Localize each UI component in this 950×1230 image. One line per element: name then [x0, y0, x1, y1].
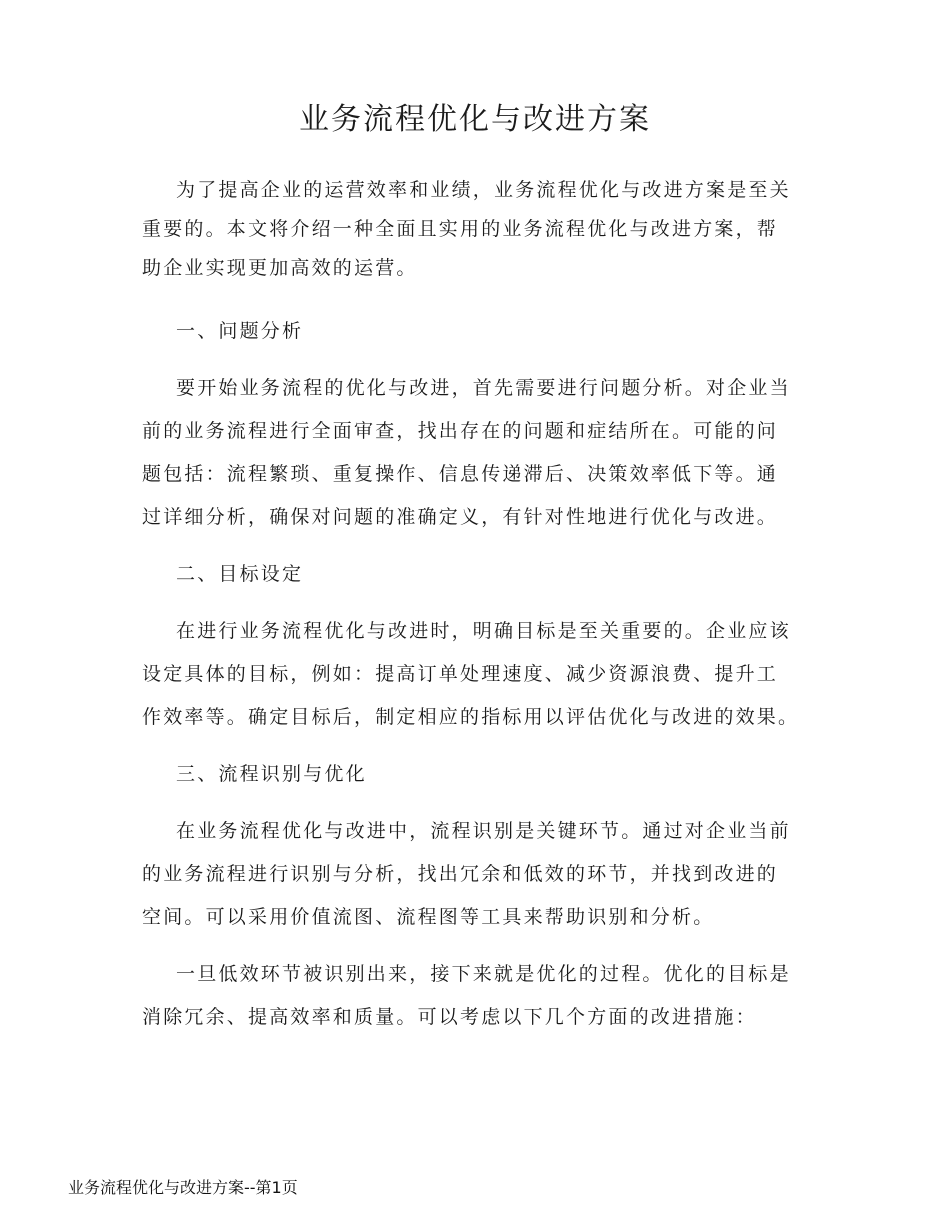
paragraph-line: 题包括：流程繁琐、重复操作、信息传递滞后、决策效率低下等。通	[142, 463, 779, 485]
intro-line: 重要的。本文将介绍一种全面且实用的业务流程优化与改进方案，帮	[142, 218, 779, 240]
paragraph-line: 的业务流程进行识别与分析，找出冗余和低效的环节，并找到改进的	[142, 863, 779, 885]
intro-line: 助企业实现更加高效的运营。	[142, 257, 418, 279]
paragraph-line: 设定具体的目标，例如：提高订单处理速度、减少资源浪费、提升工	[142, 663, 779, 685]
paragraph-line: 消除冗余、提高效率和质量。可以考虑以下几个方面的改进措施：	[142, 1006, 757, 1028]
paragraph-line: 前的业务流程进行全面审查，找出存在的问题和症结所在。可能的问	[142, 420, 779, 442]
section-heading-goal-setting: 二、目标设定	[176, 563, 304, 585]
paragraph-line: 过详细分析，确保对问题的准确定义，有针对性地进行优化与改进。	[142, 506, 779, 528]
section-heading-problem-analysis: 一、问题分析	[176, 320, 304, 342]
paragraph-line: 要开始业务流程的优化与改进，首先需要进行问题分析。对企业当	[176, 377, 791, 399]
paragraph-line: 一旦低效环节被识别出来，接下来就是优化的过程。优化的目标是	[176, 963, 791, 985]
page-footer: 业务流程优化与改进方案--第1页	[68, 1178, 298, 1197]
paragraph-line: 在进行业务流程优化与改进时，明确目标是至关重要的。企业应该	[176, 620, 791, 642]
paragraph-line: 空间。可以采用价值流图、流程图等工具来帮助识别和分析。	[142, 906, 715, 928]
paragraph-line: 作效率等。确定目标后，制定相应的指标用以评估优化与改进的效果。	[142, 706, 800, 728]
paragraph-line: 在业务流程优化与改进中，流程识别是关键环节。通过对企业当前	[176, 820, 791, 842]
page-title: 业务流程优化与改进方案	[299, 102, 651, 137]
section-heading-process-identification: 三、流程识别与优化	[176, 763, 367, 785]
intro-line: 为了提高企业的运营效率和业绩，业务流程优化与改进方案是至关	[176, 179, 791, 201]
